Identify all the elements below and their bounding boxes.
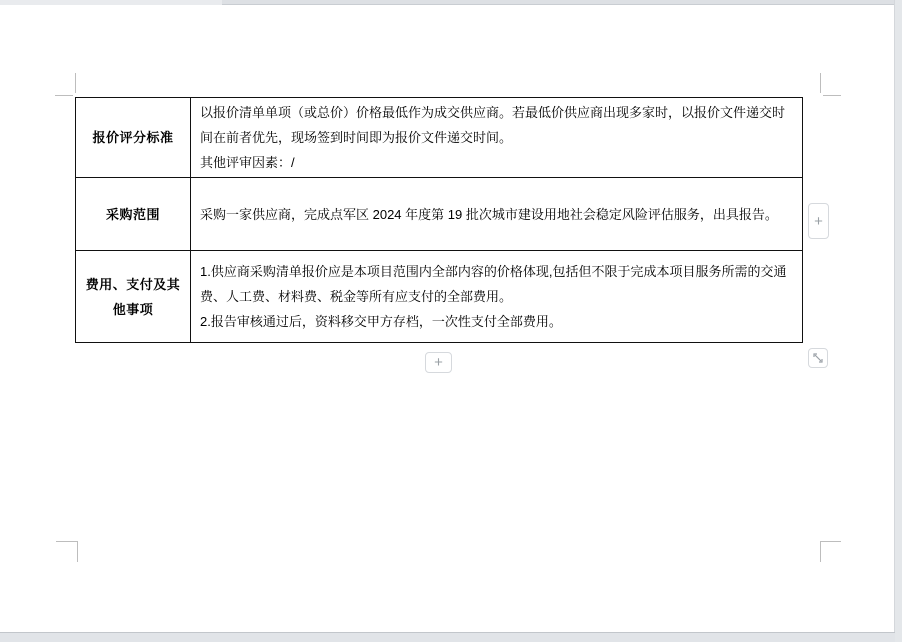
add-column-button[interactable]: + (808, 203, 829, 239)
paragraph[interactable]: 采购一家供应商，完成点军区 2024 年度第 19 批次城市建设用地社会稳定风险评估服务，出具报告。 (200, 206, 778, 222)
table-header-cell-fees-payment[interactable]: 费用、支付及其他事项 (76, 251, 191, 343)
margin-mark-bottom-right (820, 541, 821, 562)
table-header-cell-procurement-scope[interactable]: 采购范围 (76, 178, 191, 251)
paragraph[interactable]: 其他评审因素：/ (200, 155, 295, 170)
table-row (76, 98, 803, 178)
table-header-cell-quote-criteria[interactable]: 报价评分标准 (76, 98, 191, 178)
resize-diagonal-icon (812, 352, 824, 364)
table-row (76, 251, 803, 343)
table-content-cell-procurement-scope[interactable] (191, 178, 803, 251)
paragraph[interactable]: 以报价清单单项（或总价）价格最低作为成交供应商。若最低价供应商出现多家时，以报价文件递交时间在前者优先，现场签到时间即为报价文件递交时间。 (200, 105, 786, 145)
table-resize-handle[interactable] (808, 348, 828, 368)
table-content-cell-fees-payment[interactable] (191, 251, 803, 343)
canvas-gutter-right (894, 0, 902, 642)
add-row-button[interactable]: + (425, 352, 452, 373)
margin-mark-top-right (820, 73, 821, 93)
table-content-cell-quote-criteria[interactable] (191, 98, 803, 178)
canvas-gutter-bottom (0, 632, 895, 642)
margin-mark-top-right (823, 95, 841, 96)
paragraph[interactable]: 2.报告审核通过后，资料移交甲方存档，一次性支付全部费用。 (200, 314, 562, 329)
margin-mark-bottom-left (56, 541, 77, 542)
table-row (76, 178, 803, 251)
document-table (75, 97, 803, 343)
margin-mark-top-left (55, 95, 73, 96)
margin-mark-bottom-left (77, 541, 78, 562)
margin-mark-bottom-right (820, 541, 841, 542)
paragraph[interactable]: 1.供应商采购清单报价应是本项目范围内全部内容的价格体现,包括但不限于完成本项目服务所需的交通费、人工费、材料费、税金等所有应支付的全部费用。 (200, 264, 787, 304)
page-top-shadow (222, 0, 902, 5)
margin-mark-top-left (75, 73, 76, 93)
